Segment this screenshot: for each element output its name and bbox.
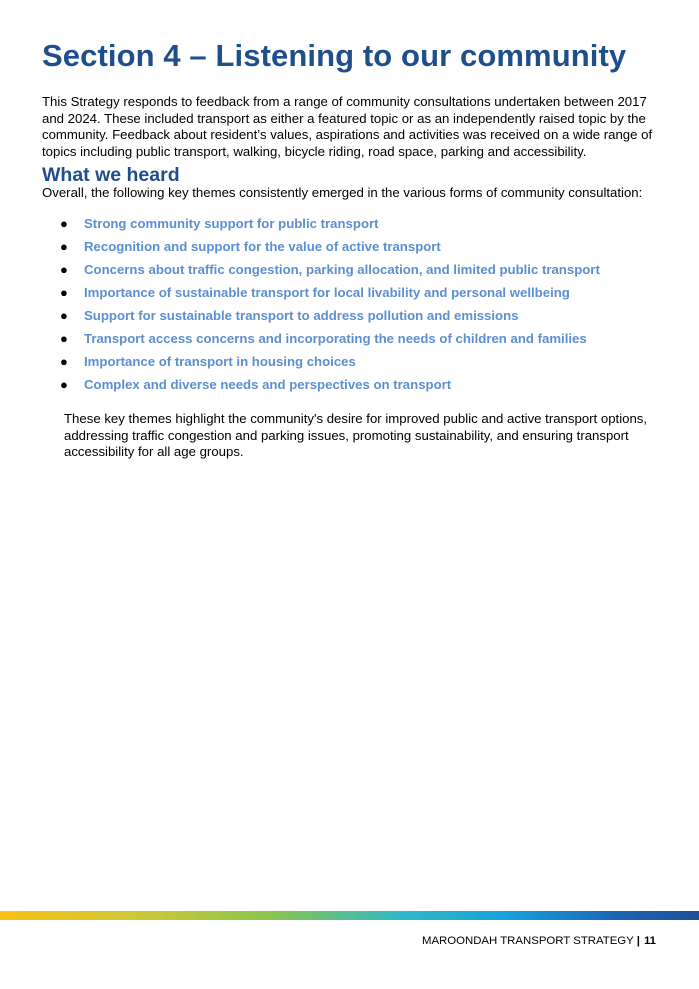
- page-number: 11: [643, 935, 656, 947]
- bullet-icon: ●: [60, 239, 68, 254]
- theme-text: Transport access concerns and incorporating the needs of children and families: [84, 331, 587, 346]
- page-title: Section 4 – Listening to our community: [42, 38, 627, 73]
- bullet-icon: ●: [60, 285, 68, 300]
- theme-text: Concerns about traffic congestion, parking allocation, and limited public transport: [84, 262, 600, 277]
- lead-paragraph: Overall, the following key themes consistently emerged in the various forms of community consultation:: [42, 185, 643, 200]
- bullet-icon: ●: [60, 331, 68, 346]
- theme-text: Importance of sustainable transport for local livability and personal wellbeing: [84, 285, 570, 300]
- theme-text: Complex and diverse needs and perspectives on transport: [84, 377, 452, 392]
- bullet-icon: ●: [60, 354, 68, 369]
- bullet-icon: ●: [60, 262, 68, 277]
- footer-label: [422, 935, 656, 947]
- bullet-icon: ●: [60, 216, 68, 231]
- bullet-icon: ●: [60, 308, 68, 323]
- theme-text: Importance of transport in housing choices: [84, 354, 356, 369]
- section-heading: What we heard: [42, 164, 180, 186]
- theme-text: Strong community support for public transport: [84, 216, 379, 231]
- footer-gradient-bar: [0, 911, 699, 920]
- bullet-icon: ●: [60, 377, 68, 392]
- document-name: MAROONDAH TRANSPORT STRATEGY: [421, 935, 634, 947]
- theme-text: Recognition and support for the value of active transport: [84, 239, 441, 254]
- intro-paragraph: This Strategy responds to feedback from a range of community consultations undertaken between 2017 and 2024. These included transport as either a featured topic or as an independently raised topic by the community. Feedback about resident’s values, aspirations and activities was received on a wide range of topics including public transport, walking, bicycle riding, road space, parking and accessibility.: [42, 94, 653, 159]
- footer-separator: |: [636, 935, 640, 947]
- summary-paragraph: These key themes highlight the community's desire for improved public and active transport options, addressing traffic congestion and parking issues, promoting sustainability, and ensuring transport accessibility for all age groups.: [64, 411, 648, 460]
- theme-text: Support for sustainable transport to address pollution and emissions: [84, 308, 519, 323]
